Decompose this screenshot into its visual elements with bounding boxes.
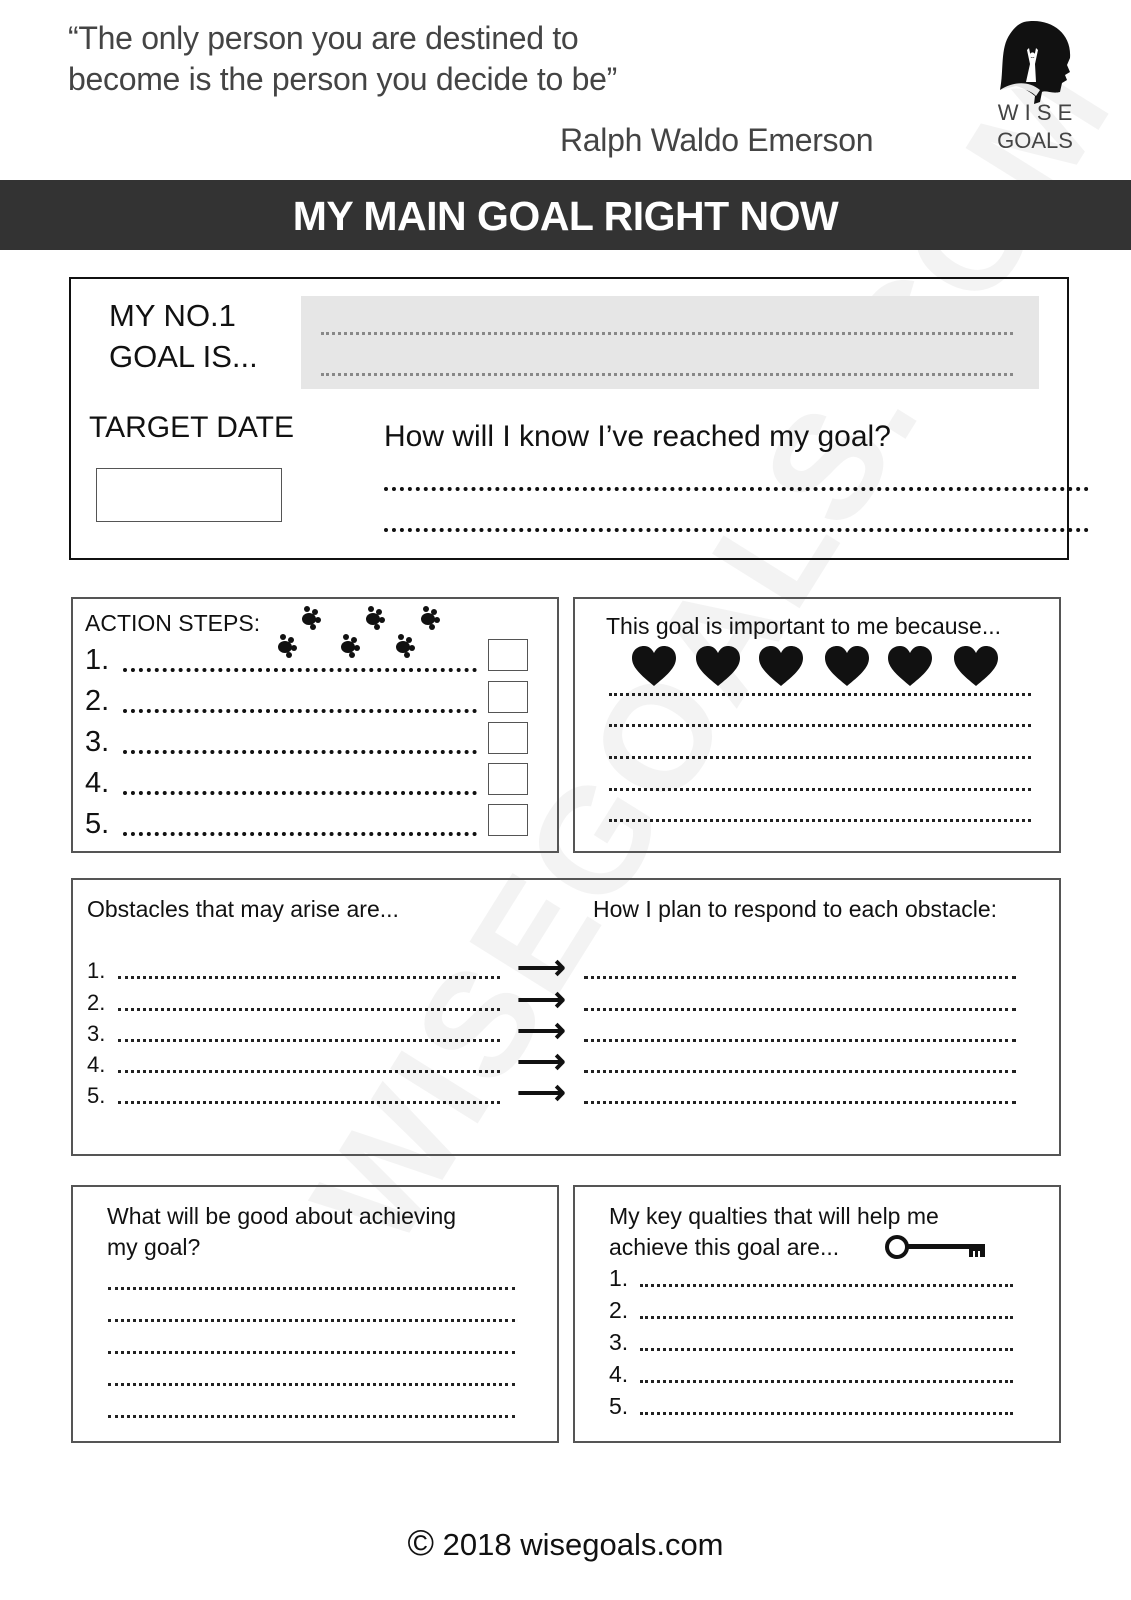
qualities-title-line-1: My key qualties that will help me (609, 1203, 939, 1229)
obstacle-row (87, 1074, 1047, 1115)
qualities-title-line-2: achieve this goal are... (609, 1234, 840, 1260)
obstacle-number: 5. (87, 1083, 106, 1108)
action-step-number: 4. (85, 767, 110, 799)
action-step-input[interactable] (123, 791, 477, 795)
arrow-right-icon: ⟶ (517, 981, 566, 1019)
obstacles-section (71, 878, 1061, 1156)
quality-input[interactable] (640, 1284, 1013, 1287)
action-step-number: 3. (85, 726, 110, 758)
page-title-banner: MY MAIN GOAL RIGHT NOW (0, 180, 1131, 250)
good-about-title-line-2: my goal? (107, 1234, 201, 1260)
action-step-checkbox[interactable] (488, 804, 528, 836)
heart-icons (632, 646, 1032, 690)
arrow-right-icon: ⟶ (517, 1043, 566, 1081)
action-step-input[interactable] (123, 709, 477, 713)
obstacle-row (87, 1012, 1047, 1053)
importance-line-4[interactable] (609, 788, 1031, 791)
logo-text-goals: GOALS (997, 128, 1073, 153)
heart-icon (954, 646, 998, 686)
quality-number: 1. (609, 1265, 629, 1291)
main-goal-label-line-2: GOAL IS... (109, 339, 258, 374)
main-goal-label-line-1: MY NO.1 (109, 298, 236, 333)
quality-item (609, 1329, 1029, 1361)
obstacle-number: 1. (87, 958, 106, 983)
action-step-item (85, 767, 545, 808)
arrow-right-icon: ⟶ (517, 1012, 566, 1050)
obstacle-input[interactable] (118, 1101, 500, 1104)
action-step-checkbox[interactable] (488, 681, 528, 713)
action-step-item (85, 685, 545, 726)
quality-input[interactable] (640, 1380, 1013, 1383)
reached-goal-line-1[interactable] (384, 487, 1089, 491)
heart-icon (696, 646, 740, 686)
action-step-number: 1. (85, 644, 110, 676)
quality-item (609, 1361, 1029, 1393)
obstacle-row (87, 949, 1047, 990)
action-step-item (85, 726, 545, 767)
response-input[interactable] (584, 1070, 1016, 1073)
good-about-line-2[interactable] (108, 1319, 515, 1322)
footer-text: 2018 wisegoals.com (442, 1527, 724, 1562)
quality-input[interactable] (640, 1348, 1013, 1351)
response-input[interactable] (584, 1008, 1016, 1011)
quote-author: Ralph Waldo Emerson (560, 122, 874, 158)
good-about-line-3[interactable] (108, 1351, 515, 1354)
key-icon (885, 1233, 989, 1263)
quote (68, 18, 617, 100)
heart-icon (632, 646, 676, 686)
obstacles-title: Obstacles that may arise are... (87, 896, 399, 922)
quality-number: 5. (609, 1393, 629, 1419)
response-input[interactable] (584, 1039, 1016, 1042)
responses-title: How I plan to respond to each obstacle: (593, 896, 998, 922)
arrow-right-icon: ⟶ (517, 949, 566, 987)
wise-goals-logo (990, 20, 1080, 160)
action-step-checkbox[interactable] (488, 763, 528, 795)
dotted-line (321, 373, 1013, 376)
quote-line-2: become is the person you decide to be” (68, 61, 617, 97)
obstacle-input[interactable] (118, 976, 500, 979)
dotted-line (321, 332, 1013, 335)
action-steps-section (71, 597, 559, 853)
importance-line-2[interactable] (609, 724, 1031, 727)
obstacle-number: 3. (87, 1021, 106, 1046)
good-about-title (107, 1201, 456, 1263)
importance-section (573, 597, 1061, 853)
heart-icon (825, 646, 869, 686)
main-goal-input[interactable] (301, 296, 1039, 389)
good-about-line-1[interactable] (108, 1287, 515, 1290)
importance-line-5[interactable] (609, 819, 1031, 822)
quality-number: 4. (609, 1361, 629, 1387)
obstacle-input[interactable] (118, 1039, 500, 1042)
importance-line-3[interactable] (609, 756, 1031, 759)
quality-item (609, 1297, 1029, 1329)
good-about-title-line-1: What will be good about achieving (107, 1203, 457, 1229)
action-step-item (85, 644, 545, 685)
main-goal-label (109, 295, 258, 377)
quality-input[interactable] (640, 1316, 1013, 1319)
qualities-section (573, 1185, 1061, 1443)
head-silhouette-icon (994, 20, 1074, 105)
quality-item (609, 1265, 1029, 1297)
obstacle-row (87, 981, 1047, 1022)
action-steps-title: ACTION STEPS: (85, 610, 261, 636)
obstacle-number: 2. (87, 990, 106, 1015)
action-step-item (85, 808, 545, 849)
action-step-input[interactable] (123, 832, 477, 836)
action-step-input[interactable] (123, 668, 477, 672)
obstacle-number: 4. (87, 1052, 106, 1077)
importance-title: This goal is important to me because... (606, 613, 1002, 639)
target-date-label: TARGET DATE (89, 411, 295, 444)
action-step-checkbox[interactable] (488, 722, 528, 754)
heart-icon (759, 646, 803, 686)
arrow-right-icon: ⟶ (517, 1074, 566, 1112)
quality-number: 3. (609, 1329, 629, 1355)
quality-item (609, 1393, 1029, 1425)
action-step-input[interactable] (123, 750, 477, 754)
main-goal-section (69, 277, 1069, 560)
importance-line-1[interactable] (609, 693, 1031, 696)
response-input[interactable] (584, 1101, 1016, 1104)
obstacle-input[interactable] (118, 1070, 500, 1073)
quality-input[interactable] (640, 1412, 1013, 1415)
action-step-number: 2. (85, 685, 110, 717)
logo-text-wise: W I S E (997, 100, 1073, 125)
copyright-icon: © (407, 1522, 434, 1563)
obstacle-input[interactable] (118, 1008, 500, 1011)
good-about-section (71, 1185, 559, 1443)
response-input[interactable] (584, 976, 1016, 979)
target-date-input[interactable] (96, 468, 282, 522)
reached-goal-line-2[interactable] (384, 528, 1089, 532)
reached-goal-question: How will I know I’ve reached my goal? (384, 420, 891, 453)
good-about-line-5[interactable] (108, 1415, 515, 1418)
quote-line-1: “The only person you are destined to (68, 20, 579, 56)
obstacle-row (87, 1043, 1047, 1084)
good-about-line-4[interactable] (108, 1383, 515, 1386)
action-step-checkbox[interactable] (488, 639, 528, 671)
action-step-number: 5. (85, 808, 110, 840)
heart-icon (888, 646, 932, 686)
quality-number: 2. (609, 1297, 629, 1323)
footer (0, 1522, 1131, 1564)
